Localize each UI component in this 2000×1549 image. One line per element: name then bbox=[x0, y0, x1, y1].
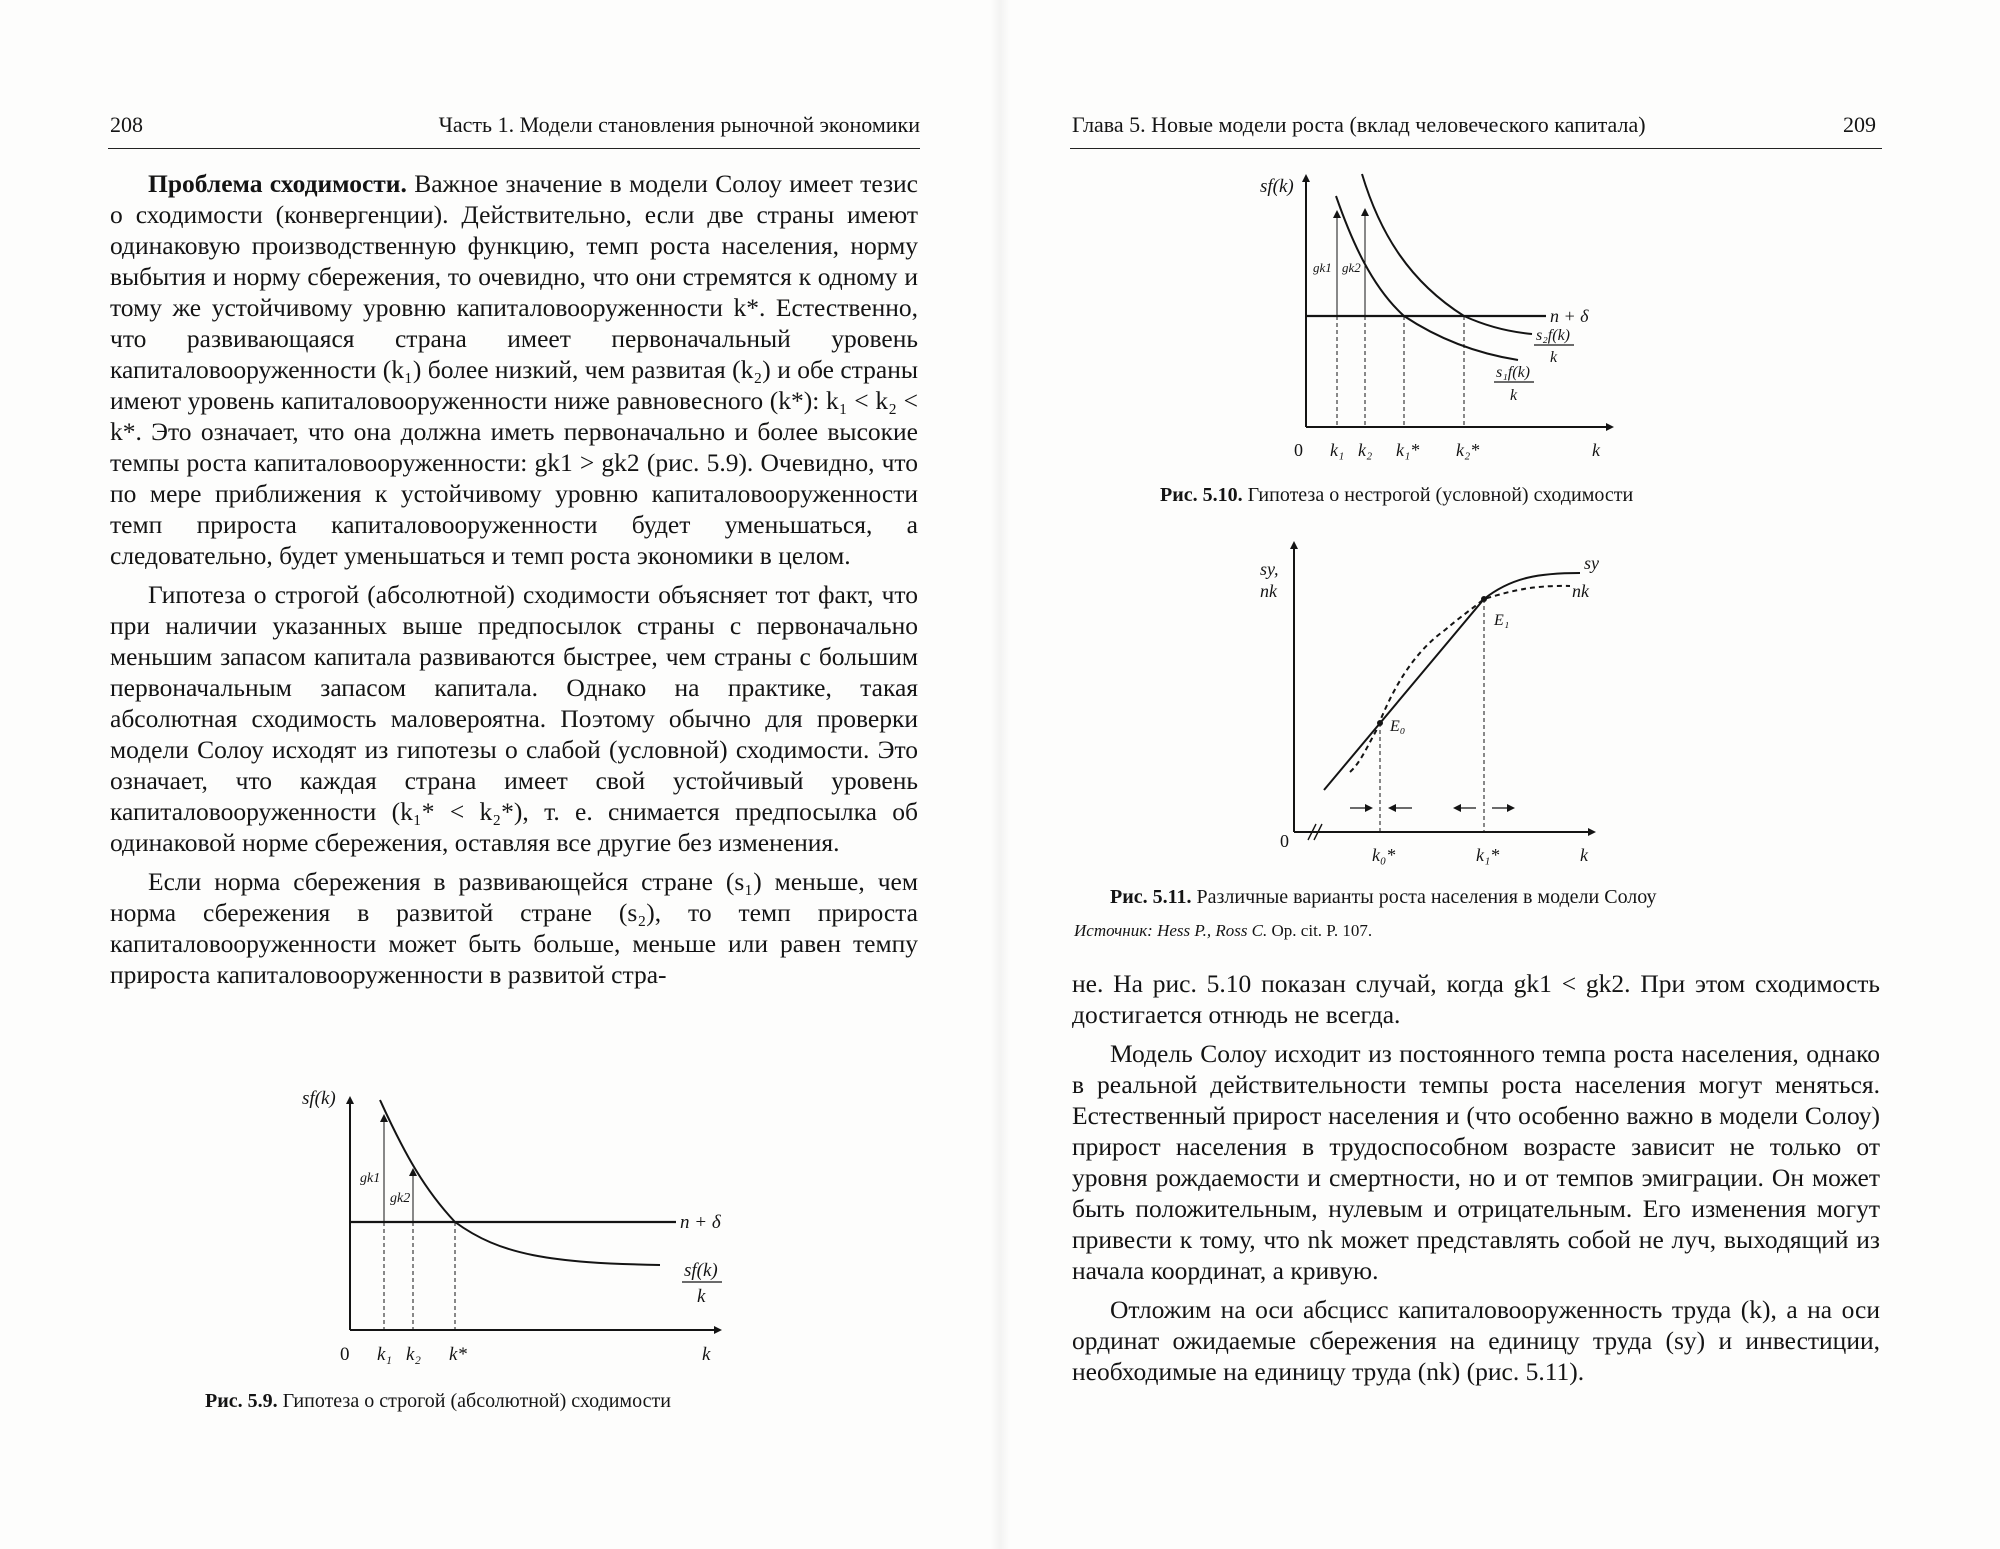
gap-label-gk2: gk2 bbox=[390, 1191, 411, 1206]
tick-label-k2star: k₂* bbox=[1456, 440, 1480, 460]
n-delta-label: n + δ bbox=[1550, 306, 1589, 326]
left-paragraph-2: Гипотеза о строгой (абсолютной) сходимости объясняет тот факт, что при наличии указанных выше предпосылок страны с первоначально меньшим запасом капитала развиваются быстрее, чем страны с большим первоначальным запасом капитала. Однако на практике, такая абсолютная сходимость маловероятна. Поэтому обычно для проверки модели Солоу исходят из гипотезы о слабой (условной) сходимости. Это означает, что каждая страна имеет свой устойчивый уровень капиталовооруженности (k₁* < k₂*), т. е. снимается предпосылка об одинаковой норме сбережения, оставляя все другие без изменения. bbox=[110, 580, 918, 857]
origin-label: 0 bbox=[1280, 831, 1289, 851]
left-page-number: 208 bbox=[110, 112, 143, 137]
tick-label-k1: k₁ bbox=[1330, 440, 1345, 460]
gap-label-gk1: gk1 bbox=[360, 1171, 381, 1186]
sy-curve-label: sy bbox=[1584, 553, 1599, 573]
right-page-number: 209 bbox=[1843, 112, 1876, 137]
y-axis-label: sf(k) bbox=[302, 1088, 336, 1109]
left-running-head: Часть 1. Модели становления рыночной экономики bbox=[438, 112, 920, 137]
tick-label-k1star: k₁* bbox=[1476, 845, 1500, 865]
tick-label-k1star: k₁* bbox=[1396, 440, 1420, 460]
right-head-rule bbox=[1070, 148, 1882, 149]
curve1-label-numerator: s₁f(k) bbox=[1496, 364, 1530, 381]
figure-5-9 bbox=[260, 1080, 760, 1370]
figure-5-11-caption bbox=[1110, 884, 1657, 910]
right-page bbox=[1000, 0, 2000, 1549]
figure-5-9-caption-label: Рис. 5.9. bbox=[205, 1390, 278, 1412]
curve2-label-denominator: k bbox=[1550, 349, 1558, 366]
tick-label-k0star: k₀* bbox=[1372, 845, 1396, 865]
tick-label-k2: k₂ bbox=[406, 1344, 422, 1365]
gap-label-gk2: gk2 bbox=[1342, 260, 1361, 275]
right-paragraph-2: Модель Солоу исходит из постоянного темпа роста населения, однако в реальной действительности темпы роста населения могут меняться. Естественный прирост населения и (что особенно важно в модели Солоу) прирост населения в трудоспособном возрасте зависит не только от уровня рождаемости и смертности, но и от темпов эмиграции. Он может быть положительным, нулевым и отрицательным. Его изменения могут привести к тому, что nk может представлять собой не луч, выходящий из начала координат, а кривую. bbox=[1072, 1039, 1880, 1285]
s1fk-curve bbox=[1336, 196, 1518, 360]
curve2-label-numerator: s₂f(k) bbox=[1536, 327, 1570, 344]
figure-5-10-caption-label: Рис. 5.10. bbox=[1160, 484, 1243, 506]
point-e1-label: E₁ bbox=[1494, 612, 1510, 629]
y-axis-label-sy: sy, bbox=[1260, 559, 1279, 579]
source-rest: Op. cit. P. 107. bbox=[1267, 921, 1373, 940]
left-paragraph-1 bbox=[110, 168, 918, 571]
tick-label-k1: k₁ bbox=[377, 1344, 393, 1365]
tick-label-k2: k₂ bbox=[1358, 440, 1373, 460]
right-paragraph-3: Отложим на оси абсцисс капиталовооруженность труда (k), а на оси ординат ожидаемые сбережения на единицу труда (sy) и инвестиции, необходимые на единицу труда (nk) (рис. 5.11). bbox=[1072, 1295, 1880, 1386]
figure-5-11-source bbox=[1074, 920, 1372, 942]
left-paragraph-1-body: Важное значение в модели Солоу имеет тезис о сходимости (конвергенции). Действительно, если две страны имеют одинаковую производственную функцию, темп роста населения, норму выбытия и норму сбережения, то очевидно, что они стремятся к одному и тому же устойчивому уровню капиталовооруженности k*. Естественно, что развивающаяся страна имеет первоначальный уровень капиталовооруженности (k₁) более низкий, чем развитая (k₂) и обе страны имеют уровень капиталовооруженности ниже равновесного (k*): k₁ < k₂ < k*. Это означает, что она должна иметь первоначально и более высокие темпы роста капиталовооруженности: gk1 > gk2 (рис. 5.9). Очевидно, что по мере приближения к устойчивому уровню капиталовооруженности темп прироста капиталовооруженности будет уменьшаться, а следовательно, будет уменьшаться и темп роста экономики в целом. bbox=[110, 169, 918, 570]
source-authors: : Hess P., Ross C. bbox=[1147, 921, 1268, 940]
figure-5-10-caption-text: Гипотеза о нестрогой (условной) сходимости bbox=[1242, 484, 1634, 506]
right-text-block bbox=[1072, 968, 1880, 1395]
x-axis-label: k bbox=[1592, 440, 1600, 460]
nk-curve bbox=[1350, 586, 1570, 772]
point-e1-marker bbox=[1481, 596, 1487, 602]
right-paragraph-1: не. На рис. 5.10 показан случай, когда gk1 < gk2. При этом сходимость достигается отнюдь не всегда. bbox=[1072, 969, 1880, 1029]
figure-5-11-caption-label: Рис. 5.11. bbox=[1110, 886, 1192, 908]
nk-curve-label: nk bbox=[1572, 581, 1589, 601]
gap-label-gk1: gk1 bbox=[1313, 260, 1332, 275]
point-e0-marker bbox=[1377, 720, 1383, 726]
figure-5-11 bbox=[1250, 535, 1710, 870]
sfk-curve bbox=[380, 1100, 660, 1265]
section-heading: Проблема сходимости. bbox=[148, 169, 407, 198]
source-label: Источник bbox=[1074, 921, 1148, 940]
figure-5-9-caption bbox=[205, 1388, 671, 1414]
origin-label: 0 bbox=[1294, 440, 1303, 460]
x-axis-label: k bbox=[702, 1344, 711, 1365]
s2fk-curve bbox=[1362, 174, 1532, 334]
left-paragraph-3: Если норма сбережения в развивающейся стране (s₁) меньше, чем норма сбережения в развитой стране (s₂), то темп прироста капиталовооруженности может быть больше, меньше или равен темпу прироста капиталовооруженности в развитой стра- bbox=[110, 867, 918, 989]
curve1-label-denominator: k bbox=[1510, 387, 1518, 404]
curve-label-denominator: k bbox=[697, 1286, 706, 1307]
tick-label-kstar: k* bbox=[449, 1344, 467, 1365]
figure-5-10-caption bbox=[1160, 482, 1633, 508]
figure-5-11-caption-text: Различные варианты роста населения в модели Солоу bbox=[1191, 886, 1657, 908]
left-text-block bbox=[110, 168, 918, 998]
figure-5-9-caption-text: Гипотеза о строгой (абсолютной) сходимости bbox=[277, 1390, 671, 1412]
curve-label-numerator: sf(k) bbox=[684, 1260, 718, 1281]
point-e0-label: E₀ bbox=[1390, 718, 1406, 735]
left-head-rule bbox=[108, 148, 920, 149]
right-running-head: Глава 5. Новые модели роста (вклад человеческого капитала) bbox=[1072, 112, 1646, 137]
origin-label: 0 bbox=[340, 1344, 350, 1365]
n-delta-label: n + δ bbox=[680, 1212, 721, 1233]
y-axis-label-nk: nk bbox=[1260, 581, 1277, 601]
x-axis-label: k bbox=[1580, 845, 1588, 865]
figure-5-10 bbox=[1250, 162, 1710, 462]
y-axis-label: sf(k) bbox=[1260, 176, 1294, 197]
